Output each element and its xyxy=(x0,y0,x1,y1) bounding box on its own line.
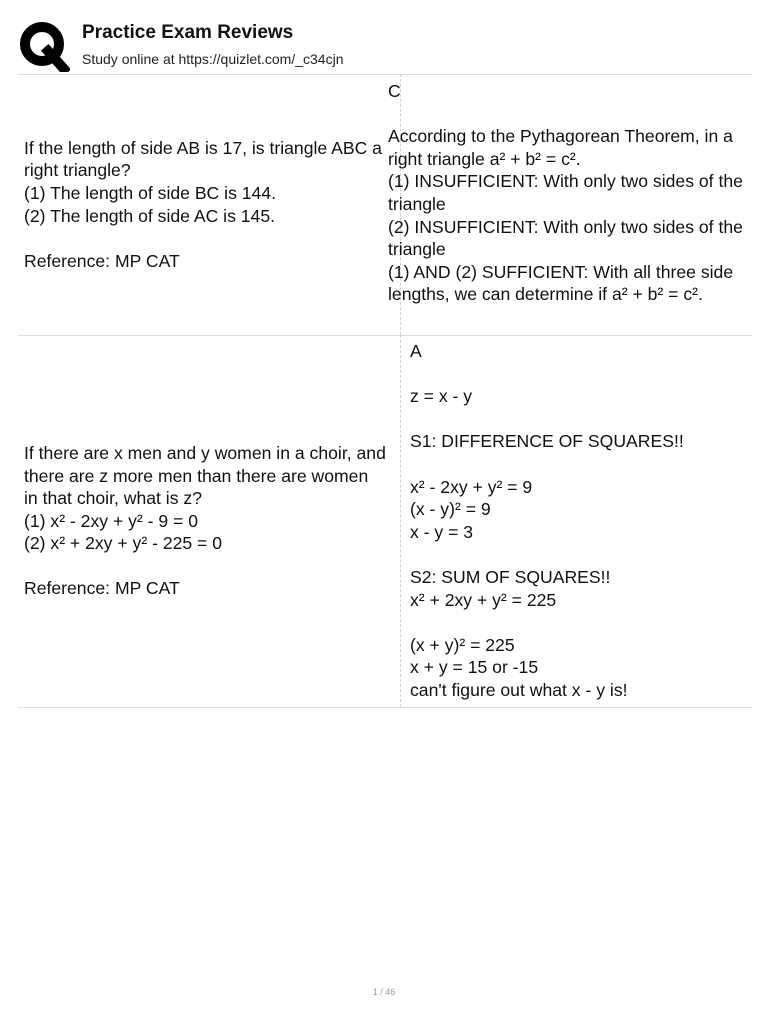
card-question xyxy=(24,74,386,335)
page-header xyxy=(0,0,768,74)
quizlet-q-logo-icon xyxy=(18,20,70,72)
deck-title: Practice Exam Reviews xyxy=(82,22,294,43)
card-question-text: If there are x men and y women in a choir, and there are z more men than there are women in that choir, what is z? (1) x² - 2xy + y² - 9 = 0 (2) x² + 2xy + y² - 225 = 0 Reference: MP CAT xyxy=(24,442,386,599)
card-answer-text: A z = x - y S1: DIFFERENCE OF SQUARES!! x² - 2xy + y² = 9 (x - y)² = 9 x - y = 3 S2: SUM OF SQUARES!! x² + 2xy + y² = 225 (x + y)² = 225 x + y = 15 or -15 can't figure out what x - y is! xyxy=(410,341,684,700)
card-answer xyxy=(410,340,768,702)
card-question xyxy=(24,335,386,707)
card-answer-text: C According to the Pythagorean Theorem, in a right triangle a² + b² = c². (1) INSUFFICIENT: With only two sides of the triangle (2) INSUFFICIENT: With only two sides of the triangle (1) AND (2) SUFFICIENT: With all three side lengths, we can determine if a² + b² = c². xyxy=(388,81,743,305)
page-number: 1 / 46 xyxy=(372,987,396,997)
card-question-text: If the length of side AB is 17, is triangle ABC a right triangle? (1) The length of side BC is 144. (2) The length of side AC is 145. Reference: MP CAT xyxy=(24,137,382,271)
flashcard-row xyxy=(18,335,752,707)
study-online-link[interactable]: Study online at https://quizlet.com/_c34cjn xyxy=(82,51,344,67)
card-answer xyxy=(388,80,750,306)
flashcard-row xyxy=(18,74,752,335)
divider xyxy=(18,707,752,708)
column-divider xyxy=(400,335,401,707)
